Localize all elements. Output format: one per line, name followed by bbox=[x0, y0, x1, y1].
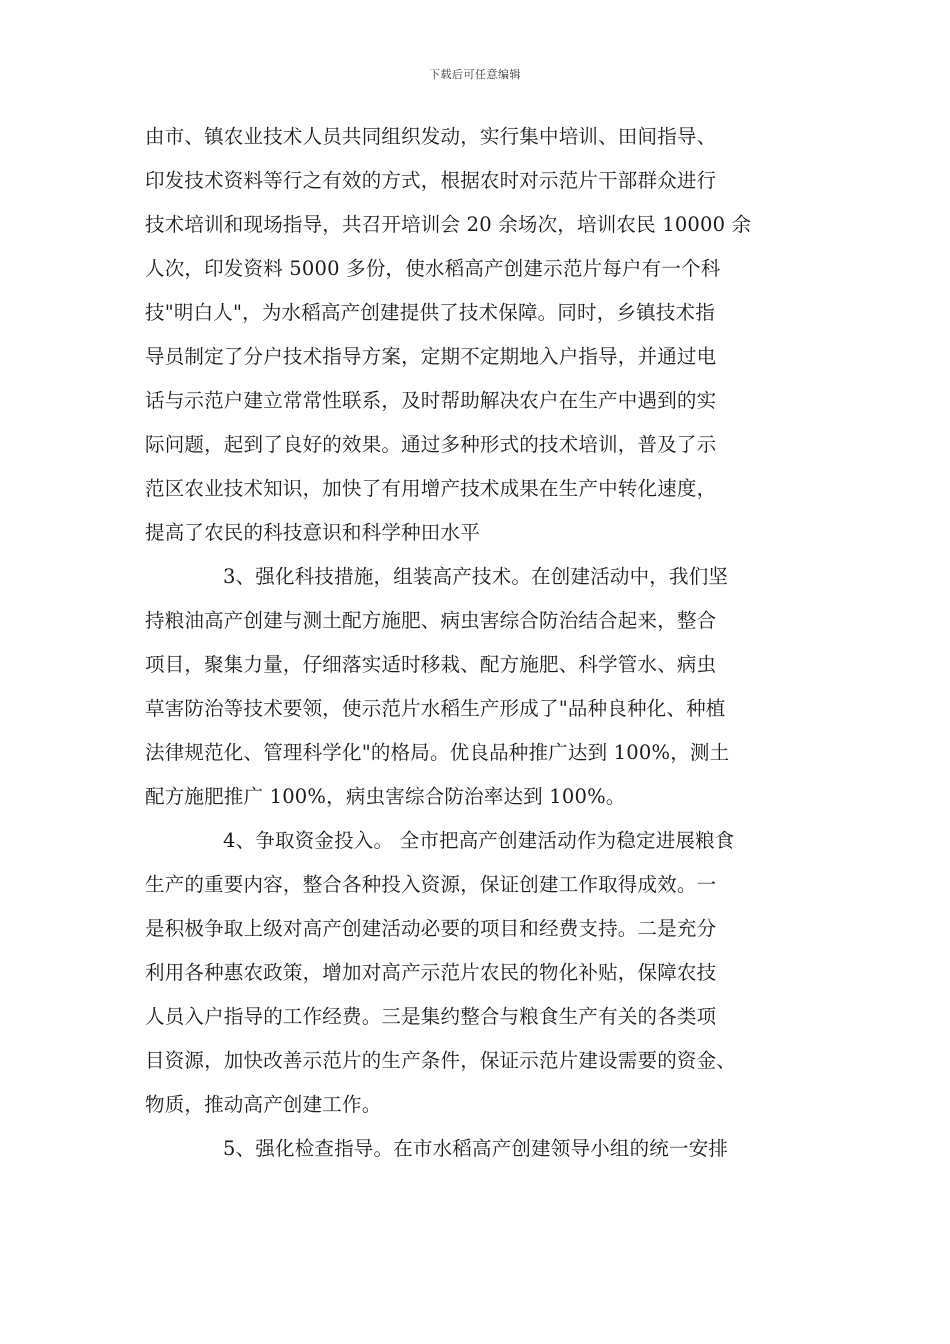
text-line: 话与示范户建立常常性联系，及时帮助解决农户在生产中遇到的实 bbox=[145, 389, 717, 412]
text-line: 际问题，起到了良好的效果。通过多种形式的技术培训，普及了示 bbox=[145, 433, 717, 456]
text-line: 导员制定了分户技术指导方案，定期不定期地入户指导，并通过电 bbox=[145, 345, 717, 368]
text-line: 5、强化检查指导。在市水稻高产创建领导小组的统一安排 bbox=[223, 1137, 729, 1160]
text-line: 技"明白人"，为水稻高产创建提供了技术保障。同时，乡镇技术指 bbox=[145, 301, 715, 324]
text-line: 由市、镇农业技术人员共同组织发动，实行集中培训、田间指导、 bbox=[145, 125, 717, 148]
text-line: 法律规范化、管理科学化"的格局。优良品种推广达到 100%，测土 bbox=[145, 741, 730, 764]
text-line: 3、强化科技措施，组装高产技术。在创建活动中，我们坚 bbox=[223, 565, 729, 588]
document-body bbox=[145, 115, 805, 1171]
text-line: 草害防治等技术要领，使示范片水稻生产形成了"品种良种化、种植 bbox=[145, 697, 726, 720]
text-line: 提高了农民的科技意识和科学种田水平 bbox=[145, 521, 480, 544]
text-line: 技术培训和现场指导，共召开培训会 20 余场次，培训农民 10000 余 bbox=[145, 213, 752, 236]
text-line: 配方施肥推广 100%，病虫害综合防治率达到 100%。 bbox=[145, 785, 626, 808]
text-line: 目资源，加快改善示范片的生产条件，保证示范片建设需要的资金、 bbox=[145, 1049, 737, 1072]
text-line: 是积极争取上级对高产创建活动必要的项目和经费支持。二是充分 bbox=[145, 917, 717, 940]
text-line: 项目，聚集力量，仔细落实适时移栽、配方施肥、科学管水、病虫 bbox=[145, 653, 717, 676]
text-line: 4、争取资金投入。 全市把高产创建活动作为稳定进展粮食 bbox=[223, 829, 735, 852]
text-line: 生产的重要内容，整合各种投入资源，保证创建工作取得成效。一 bbox=[145, 873, 717, 896]
text-line: 范区农业技术知识，加快了有用增产技术成果在生产中转化速度， bbox=[145, 477, 717, 500]
text-line: 人次，印发资料 5000 多份，使水稻高产创建示范片每户有一个科 bbox=[145, 257, 721, 280]
text-line: 持粮油高产创建与测土配方施肥、病虫害综合防治结合起来，整合 bbox=[145, 609, 717, 632]
text-line: 利用各种惠农政策，增加对高产示范片农民的物化补贴，保障农技 bbox=[145, 961, 717, 984]
text-line: 印发技术资料等行之有效的方式，根据农时对示范片干部群众进行 bbox=[145, 169, 717, 192]
page-header: 下载后可任意编辑 bbox=[429, 68, 521, 81]
text-line: 人员入户指导的工作经费。三是集约整合与粮食生产有关的各类项 bbox=[145, 1005, 717, 1028]
text-line: 物质，推动高产创建工作。 bbox=[145, 1093, 382, 1116]
